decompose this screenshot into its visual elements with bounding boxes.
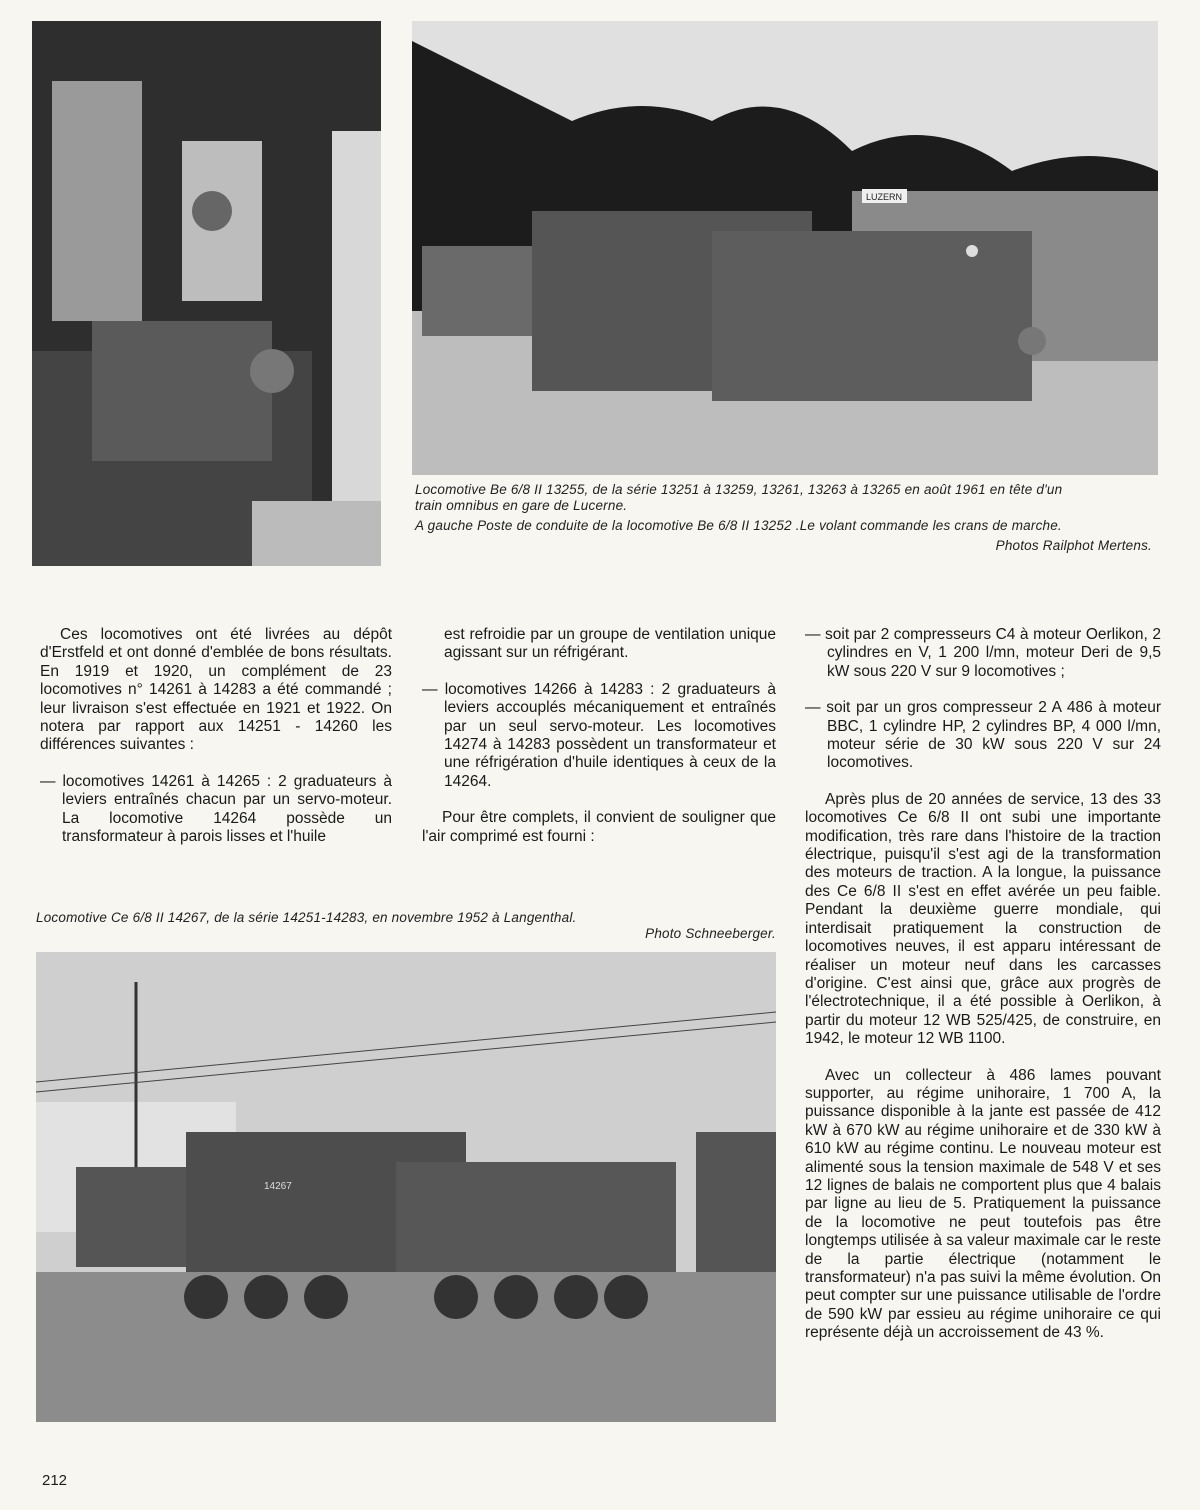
col3-paragraph-3: Après plus de 20 années de service, 13 des 33 locomotives Ce 6/8 II ont subi une importante modification, très rare dans l'histoire de la traction électrique, puisqu'il s'est agi de la transformation des moteurs de traction. A la longue, la puissance des Ce 6/8 II s'est en effet avérée un peu faible. Pendant la deuxième guerre mondiale, qui interdisait pratiquement la construction de locomotives neuves, il est apparu intéressant de réaliser un moteur neuf dans les carcasses d'origine. C'est ainsi que, grâce aux progrès de l'électrotechnique, il a été possible à Oerlikon, à partir du moteur 12 WB 525/425, de construire, en 1942, le moteur 12 WB 1100.	[805, 790, 1161, 1048]
caption-top-line3: A gauche Poste de conduite de la locomotive Be 6/8 II 13252 .Le volant commande les crans de marche.	[415, 518, 1062, 533]
caption-top-line2: train omnibus en gare de Lucerne.	[415, 498, 628, 513]
station-sign: LUZERN	[865, 192, 903, 202]
page-number: 212	[42, 1472, 68, 1489]
col3-paragraph-4: Avec un collecteur à 486 lames pouvant supporter, au régime unihoraire, 1 700 A, la puissance disponible à la jante est passée de 412 kW à 670 kW au régime unihoraire et de 330 kW à 610 kW au régime continu. Le nouveau moteur est alimenté sous la tension maximale de 548 V et ses 12 lignes de balais ne comportent plus que 4 balais par ligne au lieu de 5. Pratiquement la puissance de la locomotive ne peut toutefois pas être longtemps utilisée à sa valeur maximale car le reste de la partie électrique (notamment le transformateur) n'a pas suivi la même évolution. On peut compter sur une puissance utilisable de l'ordre de 590 kW par essieu au régime unihoraire ce qui représente déjà un accroissement de 43 %.	[805, 1066, 1161, 1342]
col2-paragraph-3: Pour être complets, il convient de souligner que l'air comprimé est fourni :	[422, 809, 776, 845]
caption-top	[415, 482, 1160, 554]
col2-paragraph-1: est refroidie par un groupe de ventilation unique agissant sur un réfrigérant.	[444, 626, 776, 662]
lucerne-station-photo	[412, 21, 1158, 475]
cab-interior-photo	[32, 21, 381, 566]
langenthal-locomotive-photo	[36, 952, 776, 1422]
col3-paragraph-2: — soit par un gros compresseur 2 A 486 à moteur BBC, 1 cylindre HP, 2 cylindres BP, 4 000 l/mn, moteur série de 30 kW sous 220 V sur 24 locomotives.	[805, 699, 1161, 772]
col2-paragraph-2: — locomotives 14266 à 14283 : 2 graduateurs à leviers accouplés mécaniquement et entraînés par un seul servo-moteur. Les locomotives 14274 à 14283 possèdent un transformateur et une réfrigération d'huile identiques à ceux de la 14264.	[422, 680, 776, 790]
text-column-2	[422, 626, 776, 846]
col1-paragraph-1: Ces locomotives ont été livrées au dépôt d'Erstfeld et ont donné d'emblée de bons résultats. En 1919 et 1920, un complément de 23 locomotives n° 14261 à 14283 a été commandé ; leur livraison s'est effectuée en 1921 et 1922. On notera par rapport aux 14251 - 14260 les différences suivantes :	[40, 626, 392, 754]
caption-mid-credit: Photo Schneeberger.	[645, 926, 776, 941]
col3-paragraph-1: — soit par 2 compresseurs C4 à moteur Oerlikon, 2 cylindres en V, 1 200 l/mn, moteur Deri de 9,5 kW sous 220 V sur 9 locomotives ;	[805, 626, 1161, 680]
caption-top-line1: Locomotive Be 6/8 II 13255, de la série 13251 à 13259, 13261, 13263 à 13265 en août 1961 en tête d'un	[415, 482, 1063, 497]
caption-mid	[36, 910, 776, 942]
loco-number: 14267	[264, 1181, 292, 1192]
caption-top-credit: Photos Railphot Mertens.	[995, 538, 1152, 553]
text-column-3	[805, 626, 1161, 1343]
col1-paragraph-2: — locomotives 14261 à 14265 : 2 graduateurs à leviers entraînés chacun par un servo-moteur. La locomotive 14264 possède un transformateur à parois lisses et l'huile	[40, 772, 392, 846]
caption-mid-text: Locomotive Ce 6/8 II 14267, de la série 14251-14283, en novembre 1952 à Langenthal.	[36, 910, 577, 925]
text-column-1	[40, 626, 392, 846]
